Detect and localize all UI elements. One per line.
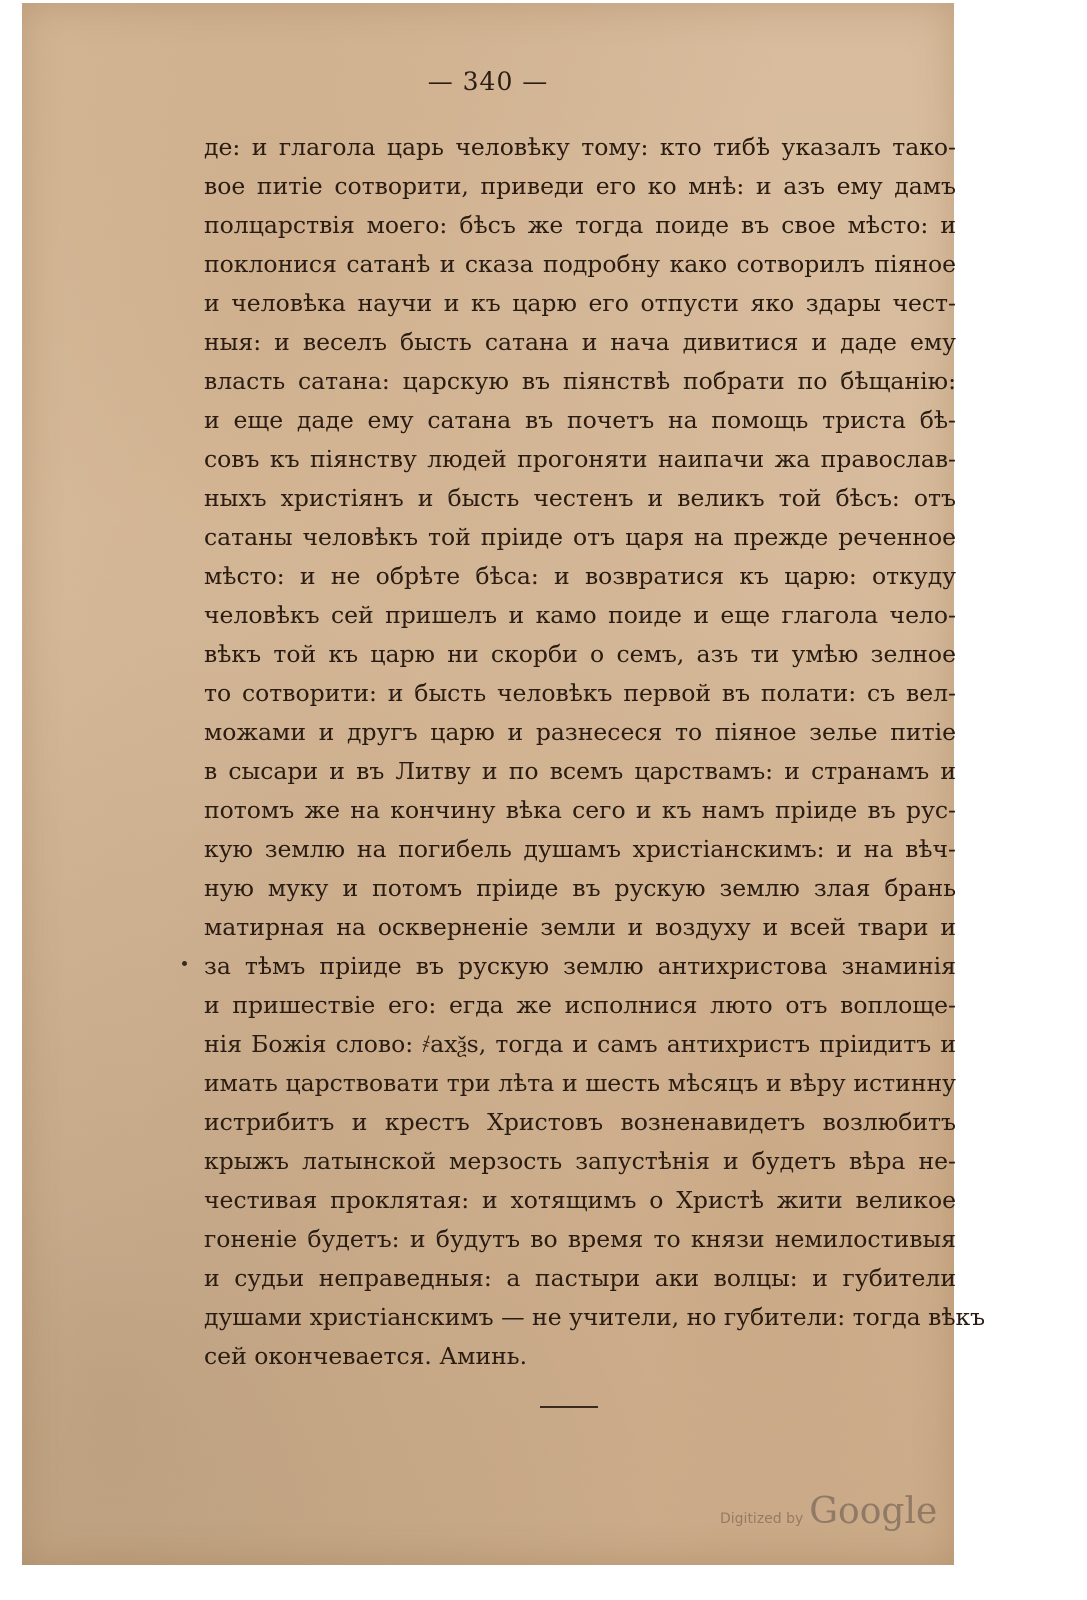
text-line: имать царствовати три лѣта и шесть мѣсяцъ и вѣру истинну xyxy=(204,1069,956,1097)
text-line: за тѣмъ пріиде въ рускую землю антихристова знаминія xyxy=(204,952,956,980)
text-line: честивая проклятая: и хотящимъ о Христѣ жити великое xyxy=(204,1186,956,1214)
book-page xyxy=(22,3,986,1565)
end-rule xyxy=(540,1406,598,1408)
text-line: потомъ же на кончину вѣка сего и къ намъ пріиде въ рус- xyxy=(204,796,956,824)
text-line: совъ къ піянству людей прогоняти наипачи жа православ- xyxy=(204,445,956,473)
text-line: ную муку и потомъ пріиде въ рускую землю злая брань xyxy=(204,874,956,902)
text-line: вѣкъ той къ царю ни скорби о семъ, азъ ти умѣю зелное xyxy=(204,640,956,668)
text-line: душами христіанскимъ — не учители, но губители: тогда вѣкъ xyxy=(204,1303,986,1331)
page-number: — 340 — xyxy=(427,67,549,96)
text-line: вое питіе сотворити, приведи его ко мнѣ: и азъ ему дамъ xyxy=(204,172,956,200)
watermark-text: Digitized by xyxy=(720,1511,804,1527)
text-line: сей окончевается. Аминь. xyxy=(204,1342,528,1370)
text-line: истрибитъ и крестъ Христовъ возненавидетъ возлюбитъ xyxy=(204,1108,956,1136)
text-line: и человѣка научи и къ царю его отпусти яко здары чест- xyxy=(204,289,956,317)
google-logo: Google xyxy=(809,1491,938,1532)
text-line: и еще даде ему сатана въ почетъ на помощь триста бѣ- xyxy=(204,406,956,434)
margin-mark xyxy=(182,961,187,966)
text-line: крыжъ латынской мерзость запустѣнія и будетъ вѣра не- xyxy=(204,1147,956,1175)
text-line: кую землю на погибель душамъ христіанскимъ: и на вѣч- xyxy=(204,835,956,863)
text-line: де: и глагола царь человѣку тому: кто тибѣ указалъ тако- xyxy=(204,133,956,161)
text-line: человѣкъ сей пришелъ и камо поиде и еще глагола чело- xyxy=(204,601,956,629)
text-line: матирная на оскверненіе земли и воздуху и всей твари и xyxy=(204,913,956,941)
text-line: полцарствія моего: бѣсъ же тогда поиде въ свое мѣсто: и xyxy=(204,211,956,239)
digitization-watermark xyxy=(720,1491,937,1532)
text-line: нія Божія слово: ҂ахѯѕ, тогда и самъ антихристъ пріидитъ и xyxy=(204,1030,956,1058)
text-line: в сысари и въ Литву и по всемъ царствамъ: и странамъ и xyxy=(204,757,956,785)
text-line: ныхъ христіянъ и бысть честенъ и великъ той бѣсъ: отъ xyxy=(204,484,956,512)
text-line: можами и другъ царю и разнесеся то піяное зелье питіе xyxy=(204,718,956,746)
text-line: и пришествіе его: егда же исполнися люто отъ воплоще- xyxy=(204,991,956,1019)
text-line: поклонися сатанѣ и сказа подробну како сотворилъ піяное xyxy=(204,250,956,278)
text-line: власть сатана: царскую въ піянствѣ побрати по бѣщанію: xyxy=(204,367,956,395)
text-line: мѣсто: и не обрѣте бѣса: и возвратися къ царю: откуду xyxy=(204,562,956,590)
text-line: сатаны человѣкъ той пріиде отъ царя на прежде реченное xyxy=(204,523,956,551)
text-line: и судьи неправедныя: а пастыри аки волцы: и губители xyxy=(204,1264,956,1292)
body-text xyxy=(204,128,986,1376)
text-line: то сотворити: и бысть человѣкъ первой въ полати: съ вел- xyxy=(204,679,956,707)
text-line: гоненіе будетъ: и будутъ во время то князи немилостивыя xyxy=(204,1225,956,1253)
text-line: ныя: и веселъ бысть сатана и нача дивитися и даде ему xyxy=(204,328,956,356)
